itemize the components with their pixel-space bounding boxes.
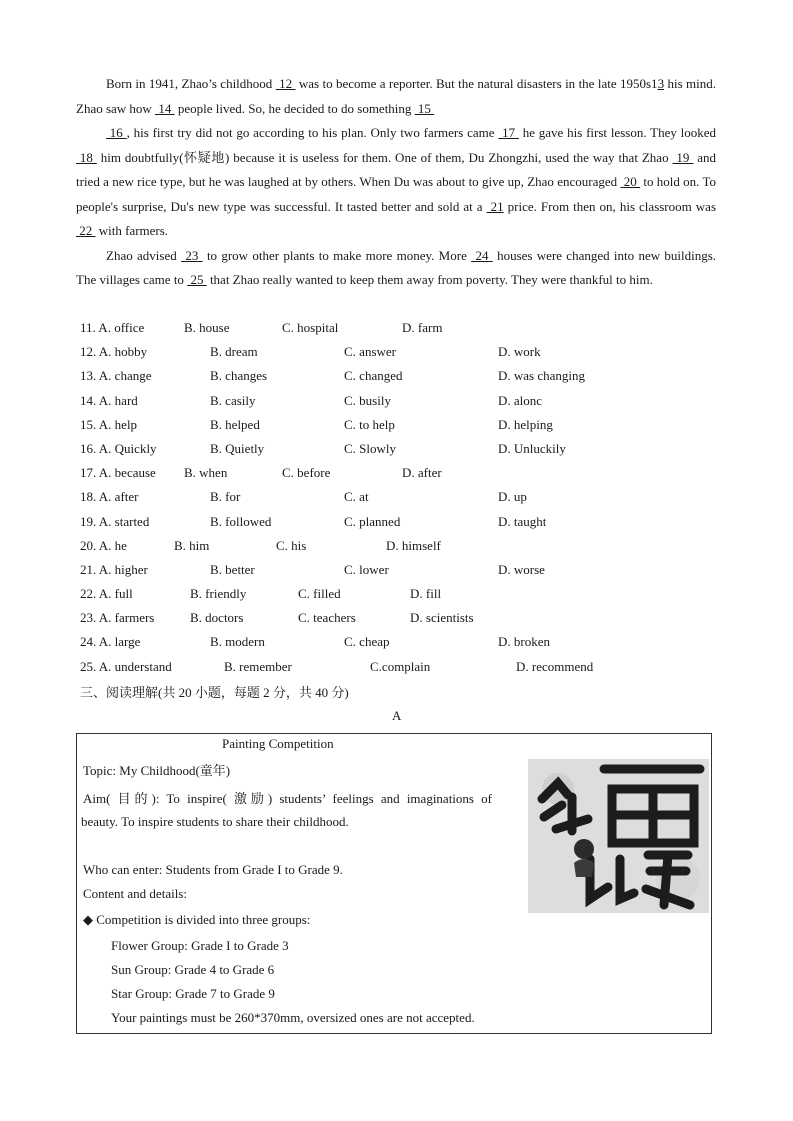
option-b: B. Quietly <box>210 440 265 456</box>
blank-13: 3 <box>657 76 665 91</box>
option-c: C. answer <box>344 344 396 360</box>
blank-12: 12 <box>275 76 296 91</box>
option-d: D. scientists <box>410 610 474 626</box>
option-b: B. remember <box>224 658 292 674</box>
star-group: Star Group: Grade 7 to Grade 9 <box>111 986 275 1001</box>
option-d: D. was changing <box>498 368 586 384</box>
option-b: B. friendly <box>190 586 247 602</box>
option-d: D. recommend <box>516 658 594 674</box>
option-b: B. followed <box>210 513 272 529</box>
option-c: C. Slowly <box>344 440 397 456</box>
blank-14: 14 <box>155 100 175 116</box>
blank-20: 20 <box>620 174 641 189</box>
option-b: B. him <box>174 537 210 553</box>
option-c: C. cheap <box>344 634 390 650</box>
aim-line-1: Aim( 目的): To inspire( 激励) students’ feelings and imaginations of <box>83 791 492 806</box>
text: people lived. So, he decided to do something <box>174 100 415 116</box>
option-row <box>80 485 720 509</box>
topic-line: Topic: My Childhood(童年) <box>83 763 231 778</box>
option-c: C. his <box>276 537 307 553</box>
painting-competition-logo <box>528 759 709 913</box>
blank-19: 19 <box>672 149 694 165</box>
text: and tried a new rice type, but he was laughed at by others. When Du was about to give up, Zhao encouraged <box>76 149 717 189</box>
blank-18: 18 <box>76 149 97 165</box>
option-b: B. modern <box>210 634 265 650</box>
option-c: C. lower <box>344 561 389 577</box>
eligibility-line: Who can enter: Students from Grade I to Grade 9. <box>83 862 343 877</box>
option-c: C. filled <box>298 586 341 602</box>
option-b: B. dream <box>210 344 258 360</box>
blank-15: 15 <box>414 100 435 116</box>
option-row <box>80 510 720 534</box>
option-row <box>80 316 720 340</box>
question-option-a: 20. A. he <box>80 537 127 553</box>
option-row <box>80 655 720 679</box>
text: he gave his first lesson. They looked <box>518 125 717 140</box>
logo-artwork <box>528 759 709 913</box>
question-option-a: 21. A. higher <box>80 561 148 577</box>
sun-group: Sun Group: Grade 4 to Grade 6 <box>111 962 275 977</box>
option-c: C.complain <box>370 658 431 674</box>
question-option-a: 13. A. change <box>80 368 152 384</box>
option-d: D. work <box>498 344 541 360</box>
option-d: D. fill <box>410 586 442 602</box>
question-option-a: 22. A. full <box>80 586 133 602</box>
option-c: C. hospital <box>282 320 339 335</box>
blank-16: 16 <box>106 125 127 140</box>
question-option-a: 18. A. after <box>80 489 139 505</box>
blank-22: 22 <box>76 223 96 238</box>
content-heading: Content and details: <box>83 886 187 901</box>
option-b: B. better <box>210 561 255 577</box>
groups-bullet: ◆ Competition is divided into three groups: <box>83 912 311 927</box>
option-c: C. changed <box>344 368 403 384</box>
text: with farmers. <box>95 223 169 238</box>
option-row <box>80 437 720 461</box>
option-d: D. helping <box>498 416 553 432</box>
text: houses were changed into new buildings. The villages came to <box>76 247 717 287</box>
option-b: B. when <box>184 465 228 481</box>
text: , his first try did not go according to his plan. Only two farmers came <box>126 125 499 140</box>
question-option-a: 19. A. started <box>80 513 150 529</box>
option-b: B. house <box>184 320 230 335</box>
text: price. From then on, his classroom was <box>503 198 717 214</box>
blank-21: 21 <box>486 198 504 214</box>
option-row <box>80 558 720 582</box>
option-d: D. up <box>498 489 527 505</box>
question-option-a: 25. A. understand <box>80 658 172 674</box>
text: to hold on. To people's surprise, Du's new type was successful. It tasted better and sold at a <box>76 174 716 214</box>
option-d: D. Unluckily <box>498 440 566 456</box>
option-b: B. casily <box>210 392 256 408</box>
option-row <box>80 340 720 364</box>
option-c: C. busily <box>344 392 391 408</box>
option-d: D. farm <box>402 320 443 335</box>
option-b: B. for <box>210 489 241 505</box>
option-d: D. broken <box>498 634 550 650</box>
option-row <box>80 389 720 413</box>
option-row <box>80 461 720 485</box>
option-d: D. alonc <box>498 392 543 408</box>
option-d: D. himself <box>386 537 441 553</box>
question-option-a: 23. A. farmers <box>80 610 155 626</box>
option-c: C. to help <box>344 416 395 432</box>
option-d: D. worse <box>498 561 545 577</box>
passage-paragraph-3 <box>76 244 716 293</box>
question-option-a: 15. A. help <box>80 416 138 432</box>
option-c: C. teachers <box>298 610 356 626</box>
question-option-a: 12. A. hobby <box>80 344 148 360</box>
blank-24: 24 <box>471 247 493 263</box>
question-option-a: 11. A. office <box>80 320 145 335</box>
aim-line-2: beauty. To inspire students to share their childhood. <box>81 814 349 829</box>
passage-letter: A <box>392 708 402 723</box>
question-option-a: 16. A. Quickly <box>80 440 157 456</box>
text: that Zhao really wanted to keep them away from poverty. They were thankful to him. <box>206 272 653 287</box>
blank-25: 25 <box>187 272 207 287</box>
passage-paragraph-2 <box>76 121 716 244</box>
notice-box <box>76 733 712 1034</box>
passage-paragraph-1 <box>76 72 716 121</box>
option-row <box>80 534 720 558</box>
question-option-a: 17. A. because <box>80 465 156 481</box>
notice-title: Painting Competition <box>222 736 334 751</box>
option-row <box>80 582 720 606</box>
question-option-a: 14. A. hard <box>80 392 138 408</box>
flower-group: Flower Group: Grade I to Grade 3 <box>111 938 289 953</box>
option-d: D. after <box>402 465 442 481</box>
option-c: C. before <box>282 465 331 481</box>
text: Born in 1941, Zhao’s childhood <box>106 76 276 91</box>
text: was to become a reporter. But the natural disasters in the late 1950s1 <box>295 76 658 91</box>
blank-17: 17 <box>498 125 519 140</box>
text: his mind. Zhao saw how <box>76 76 716 116</box>
option-row <box>80 413 720 437</box>
cloze-passage <box>76 72 716 293</box>
answer-options <box>80 316 720 679</box>
blank-23: 23 <box>181 247 203 263</box>
option-b: B. helped <box>210 416 260 432</box>
text: Zhao advised <box>106 247 182 263</box>
option-row <box>80 630 720 654</box>
option-row <box>80 606 720 630</box>
option-c: C. at <box>344 489 369 505</box>
text: him doubtfully(怀疑地) because it is useless for them. One of them, Du Zhongzhi, used the way that Zhao <box>96 149 673 165</box>
size-rule: Your paintings must be 260*370mm, oversized ones are not accepted. <box>111 1010 475 1025</box>
option-b: B. changes <box>210 368 268 384</box>
section-heading: 三、阅读理解(共 20 小题，每题 2 分，共 40 分) <box>80 685 349 700</box>
text: to grow other plants to make more money. More <box>202 247 472 263</box>
option-row <box>80 364 720 388</box>
option-c: C. planned <box>344 513 401 529</box>
option-d: D. taught <box>498 513 547 529</box>
question-option-a: 24. A. large <box>80 634 141 650</box>
option-b: B. doctors <box>190 610 244 626</box>
